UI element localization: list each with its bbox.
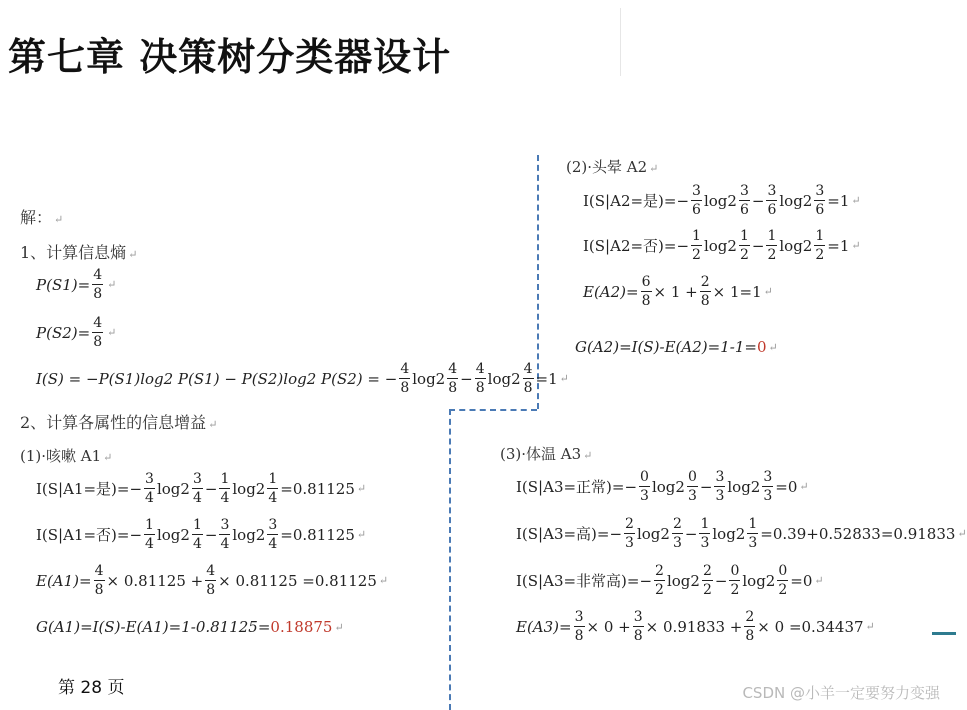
- accent-bar: [932, 632, 956, 635]
- g2-value: 0: [756, 338, 767, 356]
- slide-title: 第七章 决策树分类器设计: [8, 35, 452, 79]
- a3-normal-equation: I(S|A3=正常)=− $\frac{0}{3}$ log2 $\frac{0}{3}$ − $\frac{3}{3}$ log2 $\frac{3}{3}$ =0 ↵: [516, 469, 809, 504]
- a2-heading: (2)·头晕 A2 ↵: [566, 158, 659, 176]
- ps2-equation: P(S2)= $\frac{4}{8}$ ↵: [36, 315, 117, 350]
- g1-value: 0.18875: [270, 618, 333, 636]
- e3-equation: E(A3)= $\frac{3}{8}$ × 0 + $\frac{3}{8}$ × 0.91833 + $\frac{2}{8}$ × 0 =0.34437 ↵: [516, 609, 875, 644]
- g2-equation: G(A2)=I(S)-E(A2)=1-1= 0 ↵: [575, 338, 778, 356]
- solution-label: 解： ↵: [20, 208, 64, 227]
- a2-no-equation: I(S|A2=否)=− $\frac{1}{2}$ log2 $\frac{1}{2}$ − $\frac{1}{2}$ log2 $\frac{1}{2}$ =1 ↵: [583, 228, 861, 263]
- step2-heading: 2、计算各属性的信息增益 ↵: [20, 413, 218, 432]
- watermark: CSDN @小羊一定要努力变强: [742, 684, 940, 702]
- e1-equation: E(A1)= $\frac{4}{8}$ × 0.81125 + $\frac{4}{8}$ × 0.81125 =0.81125 ↵: [36, 563, 389, 598]
- a1-yes-equation: I(S|A1=是)=− $\frac{3}{4}$ log2 $\frac{3}{4}$ − $\frac{1}{4}$ log2 $\frac{1}{4}$ =0.81125 ↵: [36, 471, 367, 506]
- page-number: 第 28 页: [58, 678, 125, 698]
- entropy-equation: I(S) = −P(S1)log2 P(S1) − P(S2)log2 P(S2) = − $\frac{4}{8}$ log2 $\frac{4}{8}$ − $\frac{4}{8}$ log2 $\frac{4}{8}$ =1 ↵: [36, 361, 569, 396]
- ps1-equation: P(S1)= $\frac{4}{8}$ ↵: [36, 267, 117, 302]
- a3-very-high-equation: I(S|A3=非常高)=− $\frac{2}{2}$ log2 $\frac{2}{2}$ − $\frac{0}{2}$ log2 $\frac{0}{2}$ =0 ↵: [516, 563, 824, 598]
- step1-heading: 1、计算信息熵 ↵: [20, 243, 138, 262]
- a3-high-equation: I(S|A3=高)=− $\frac{2}{3}$ log2 $\frac{2}{3}$ − $\frac{1}{3}$ log2 $\frac{1}{3}$ =0.39+0.52833=0.91833 ↵: [516, 516, 967, 551]
- a1-no-equation: I(S|A1=否)=− $\frac{1}{4}$ log2 $\frac{1}{4}$ − $\frac{3}{4}$ log2 $\frac{3}{4}$ =0.81125 ↵: [36, 517, 367, 552]
- dashed-divider-lower: [449, 409, 451, 710]
- g1-equation: G(A1)=I(S)-E(A1)=1-0.81125= 0.18875 ↵: [36, 618, 344, 636]
- a1-heading: (1)·咳嗽 A1 ↵: [20, 447, 113, 465]
- title-divider: [620, 8, 621, 76]
- dashed-divider-middle: [449, 409, 537, 411]
- a2-yes-equation: I(S|A2=是)=− $\frac{3}{6}$ log2 $\frac{3}{6}$ − $\frac{3}{6}$ log2 $\frac{3}{6}$ =1 ↵: [583, 183, 861, 218]
- e2-equation: E(A2)= $\frac{6}{8}$ × 1 + $\frac{2}{8}$ × 1=1 ↵: [583, 274, 773, 309]
- a3-heading: (3)·体温 A3 ↵: [500, 445, 593, 463]
